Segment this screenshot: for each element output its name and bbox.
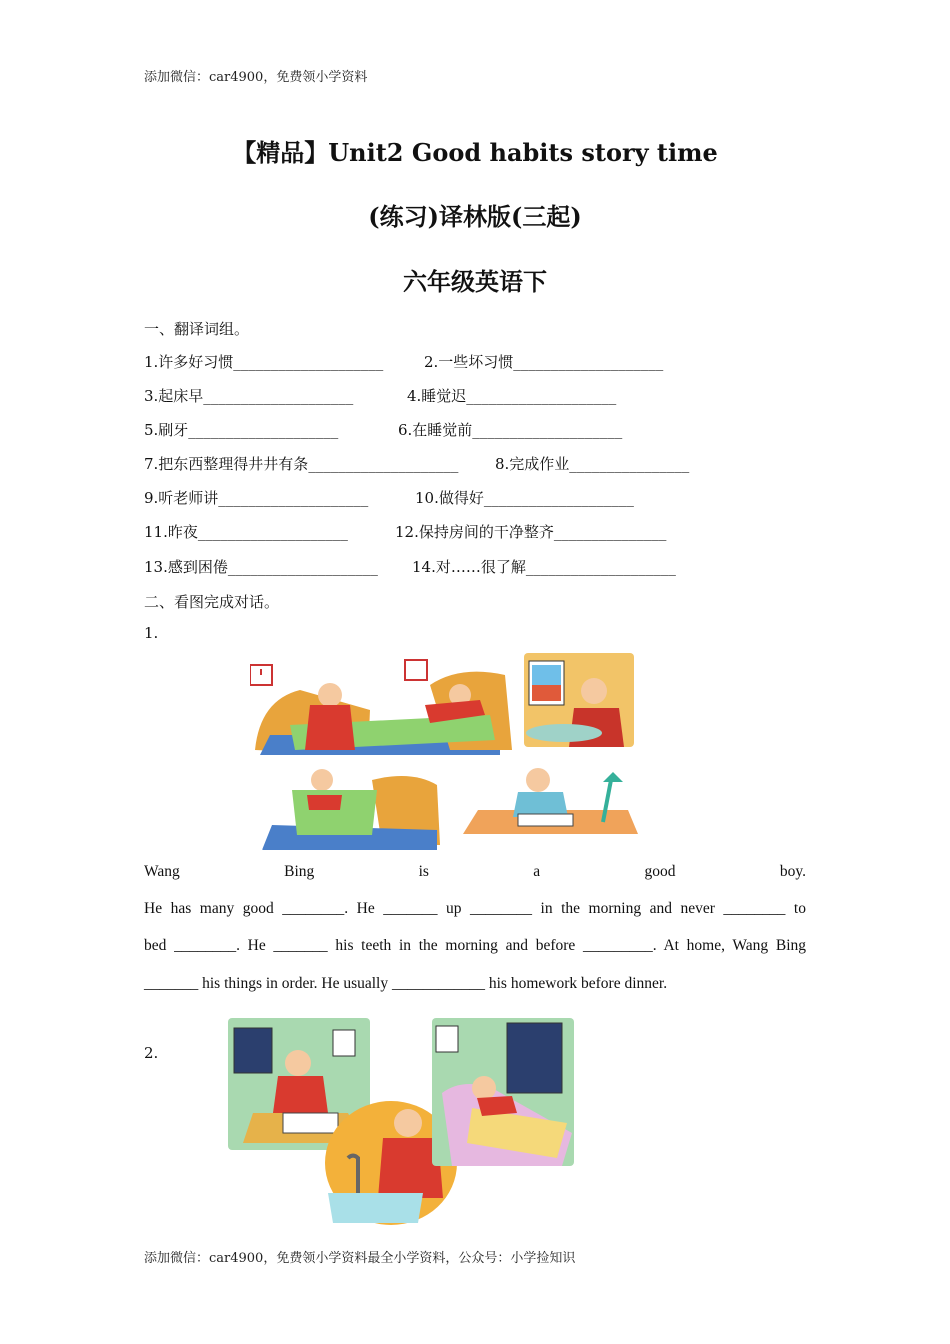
phrase-item: 10.做得好____________________ [415,489,634,507]
phrase-item: 8.完成作业________________ [495,455,690,473]
brushing-teeth-illustration [524,653,634,747]
paragraph-line: He has many good ________. He _______ up ________ in the morning and never ________ to [144,900,806,917]
phrase-item: 2.一些坏习惯____________________ [424,353,664,371]
question-1-label: 1. [144,624,159,642]
phrase-item: 7.把东西整理得井井有条____________________ [144,455,459,473]
page-footer: 添加微信：car4900，免费领小学资料最全小学资料，公众号：小学捡知识 [144,1251,576,1266]
phrase-item: 11.昨夜____________________ [144,523,348,541]
making-bed-illustration [262,760,442,852]
title-line-3: 六年级英语下 [403,267,547,296]
title-line-2: (练习)译林版(三起) [368,202,582,231]
section-2-heading: 二、看图完成对话。 [144,593,280,611]
title-line-1: 【精品】Unit2 Good habits story time [232,138,718,167]
paragraph-line: Wang Bing is a good boy. [144,863,806,880]
phrase-item: 13.感到困倦____________________ [144,558,378,576]
phrase-item: 1.许多好习惯____________________ [144,353,384,371]
phrase-item: 9.听老师讲____________________ [144,489,369,507]
page-header: 添加微信：car4900，免费领小学资料 [144,70,368,85]
paragraph-line: bed ________. He _______ his teeth in the morning and before _________. At home, Wang Bing [144,937,806,954]
question-2-label: 2. [144,1044,159,1062]
phrase-item: 14.对……很了解____________________ [412,558,676,576]
phrase-item: 6.在睡觉前____________________ [398,421,623,439]
paragraph-line: _______ his things in order. He usually ____________ his homework before dinner. [144,975,668,992]
phrase-item: 12.保持房间的干净整齐_______________ [395,523,667,541]
phrase-item: 3.起床早____________________ [144,387,354,405]
phrase-item: 5.刷牙____________________ [144,421,339,439]
section-1-heading: 一、翻译词组。 [144,320,250,338]
going-to-bed-illustration [432,1018,574,1166]
doing-homework-illustration [463,762,638,840]
waking-up-illustration [250,655,515,760]
phrase-item: 4.睡觉迟____________________ [407,387,617,405]
